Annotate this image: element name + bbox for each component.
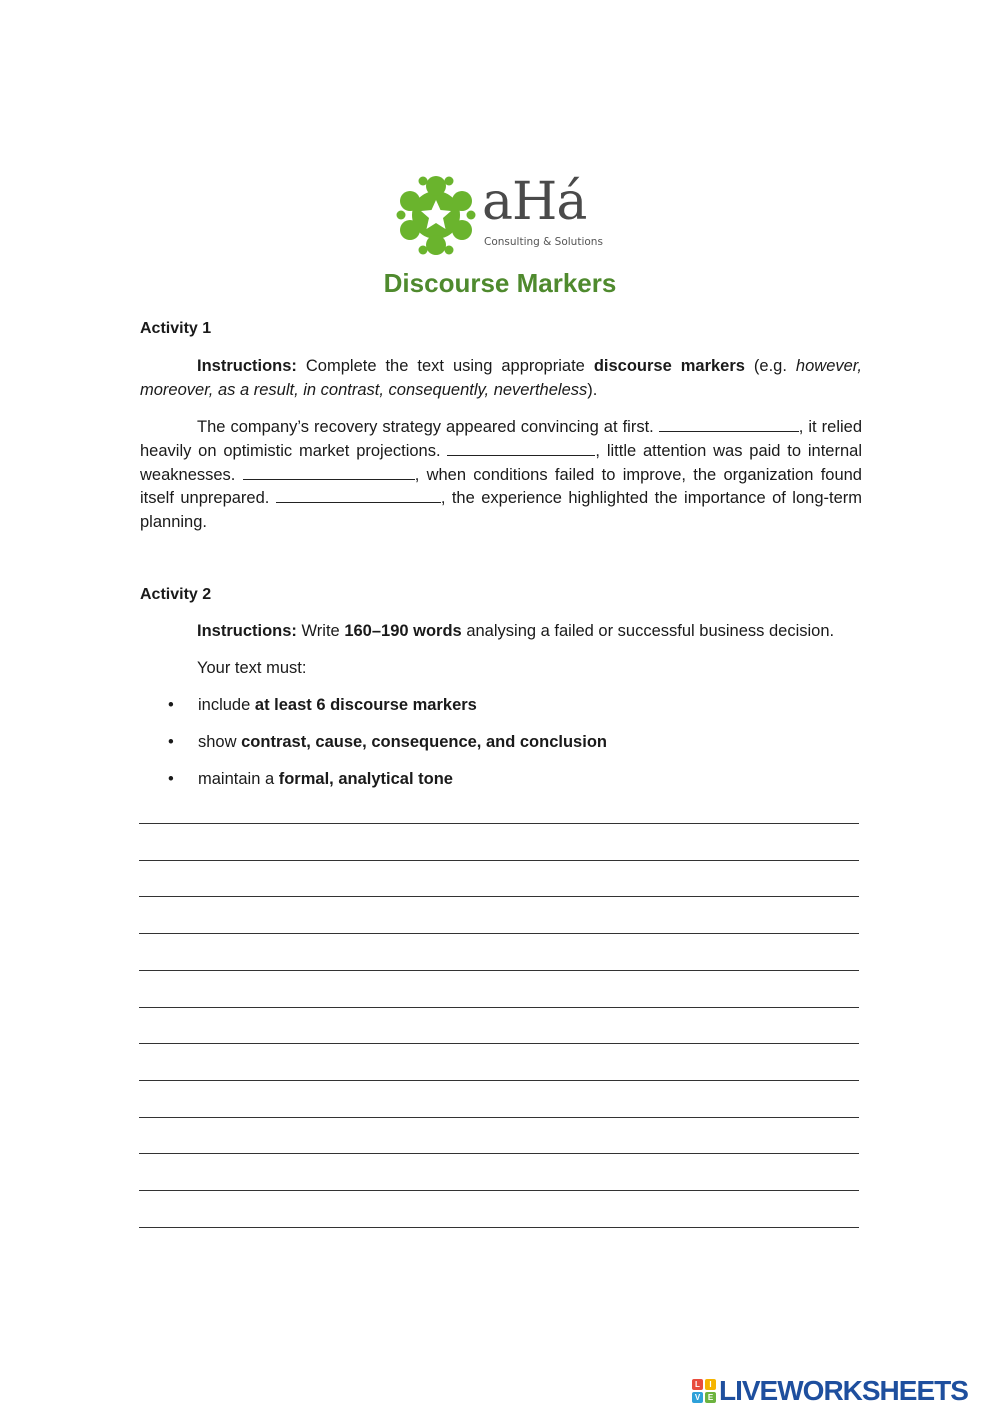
activity-1-instructions xyxy=(140,355,862,403)
liveworksheets-brand xyxy=(692,1374,992,1406)
word-count: 160–190 words xyxy=(344,622,462,640)
instructions-label: Instructions: xyxy=(197,357,297,375)
writing-line[interactable] xyxy=(139,1190,859,1191)
gear-star-logo-icon xyxy=(396,174,476,256)
bullet-text: include xyxy=(198,696,251,714)
writing-line[interactable] xyxy=(139,896,859,897)
icon-letter: E xyxy=(705,1392,716,1403)
blank-4[interactable] xyxy=(276,487,441,503)
writing-line[interactable] xyxy=(139,860,859,861)
bullet-bold: formal, analytical tone xyxy=(278,770,453,788)
logo-wordmark: aHá xyxy=(482,172,587,232)
blank-1[interactable] xyxy=(659,416,799,432)
activity-2-heading: Activity 2 xyxy=(140,586,212,603)
liveworksheets-icon xyxy=(692,1379,716,1403)
activity-1-heading: Activity 1 xyxy=(140,320,212,337)
icon-letter: I xyxy=(705,1379,716,1390)
logo-tagline: Consulting & Solutions xyxy=(484,236,603,248)
gap-text-part-4: , when conditions failed to improve, the organization found itself unprepared. xyxy=(140,465,862,508)
instructions-post: analysing a failed or successful business decision. xyxy=(466,622,835,640)
instructions-bold: discourse markers xyxy=(593,357,745,375)
blank-3[interactable] xyxy=(243,464,415,480)
writing-line[interactable] xyxy=(139,933,859,934)
gap-text-part-5: , the experience highlighted the importance of long-term planning. xyxy=(140,489,862,532)
instructions-label: Instructions: xyxy=(197,622,297,640)
examples-list: however, moreover, as a result, in contrast, consequently, nevertheless xyxy=(140,357,862,399)
gap-text-part-3: , little attention was paid to internal weaknesses. xyxy=(140,441,862,484)
activity-1-gap-text xyxy=(140,416,862,535)
examples-suffix: ). xyxy=(587,380,598,399)
bullet-item: • show contrast, cause, consequence, and conclusion xyxy=(168,733,607,751)
blank-2[interactable] xyxy=(447,440,595,456)
gap-text-part-1: The company’s recovery strategy appeared convincing at first. xyxy=(197,418,654,436)
icon-letter: L xyxy=(692,1379,703,1390)
bullet-text: maintain a xyxy=(198,770,275,788)
writing-line[interactable] xyxy=(139,1117,859,1118)
writing-line[interactable] xyxy=(139,823,859,824)
company-logo xyxy=(396,174,606,256)
bullet-item: • maintain a formal, analytical tone xyxy=(168,770,453,788)
writing-line[interactable] xyxy=(139,970,859,971)
bullet-text: show xyxy=(198,733,237,751)
gap-text-part-2: , it relied heavily on optimistic market projections. xyxy=(140,418,862,460)
activity-2-instructions xyxy=(197,622,834,641)
writing-line[interactable] xyxy=(139,1227,859,1228)
examples-prefix: (e.g. xyxy=(753,357,787,375)
brand-wordmark: LIVEWORKSHEETS xyxy=(719,1375,968,1406)
bullet-bold: at least 6 discourse markers xyxy=(254,696,477,714)
writing-line[interactable] xyxy=(139,1153,859,1154)
your-text-must: Your text must: xyxy=(197,659,307,677)
instructions-text: Complete the text using appropriate xyxy=(305,357,585,375)
bullet-bold: contrast, cause, consequence, and conclusion xyxy=(241,733,607,751)
page-title: Discourse Markers xyxy=(383,268,617,298)
writing-line[interactable] xyxy=(139,1080,859,1081)
writing-line[interactable] xyxy=(139,1043,859,1044)
bullet-item: • include at least 6 discourse markers xyxy=(168,696,477,714)
icon-letter: V xyxy=(692,1392,703,1403)
instructions-pre: Write xyxy=(301,622,340,640)
writing-line[interactable] xyxy=(139,1007,859,1008)
